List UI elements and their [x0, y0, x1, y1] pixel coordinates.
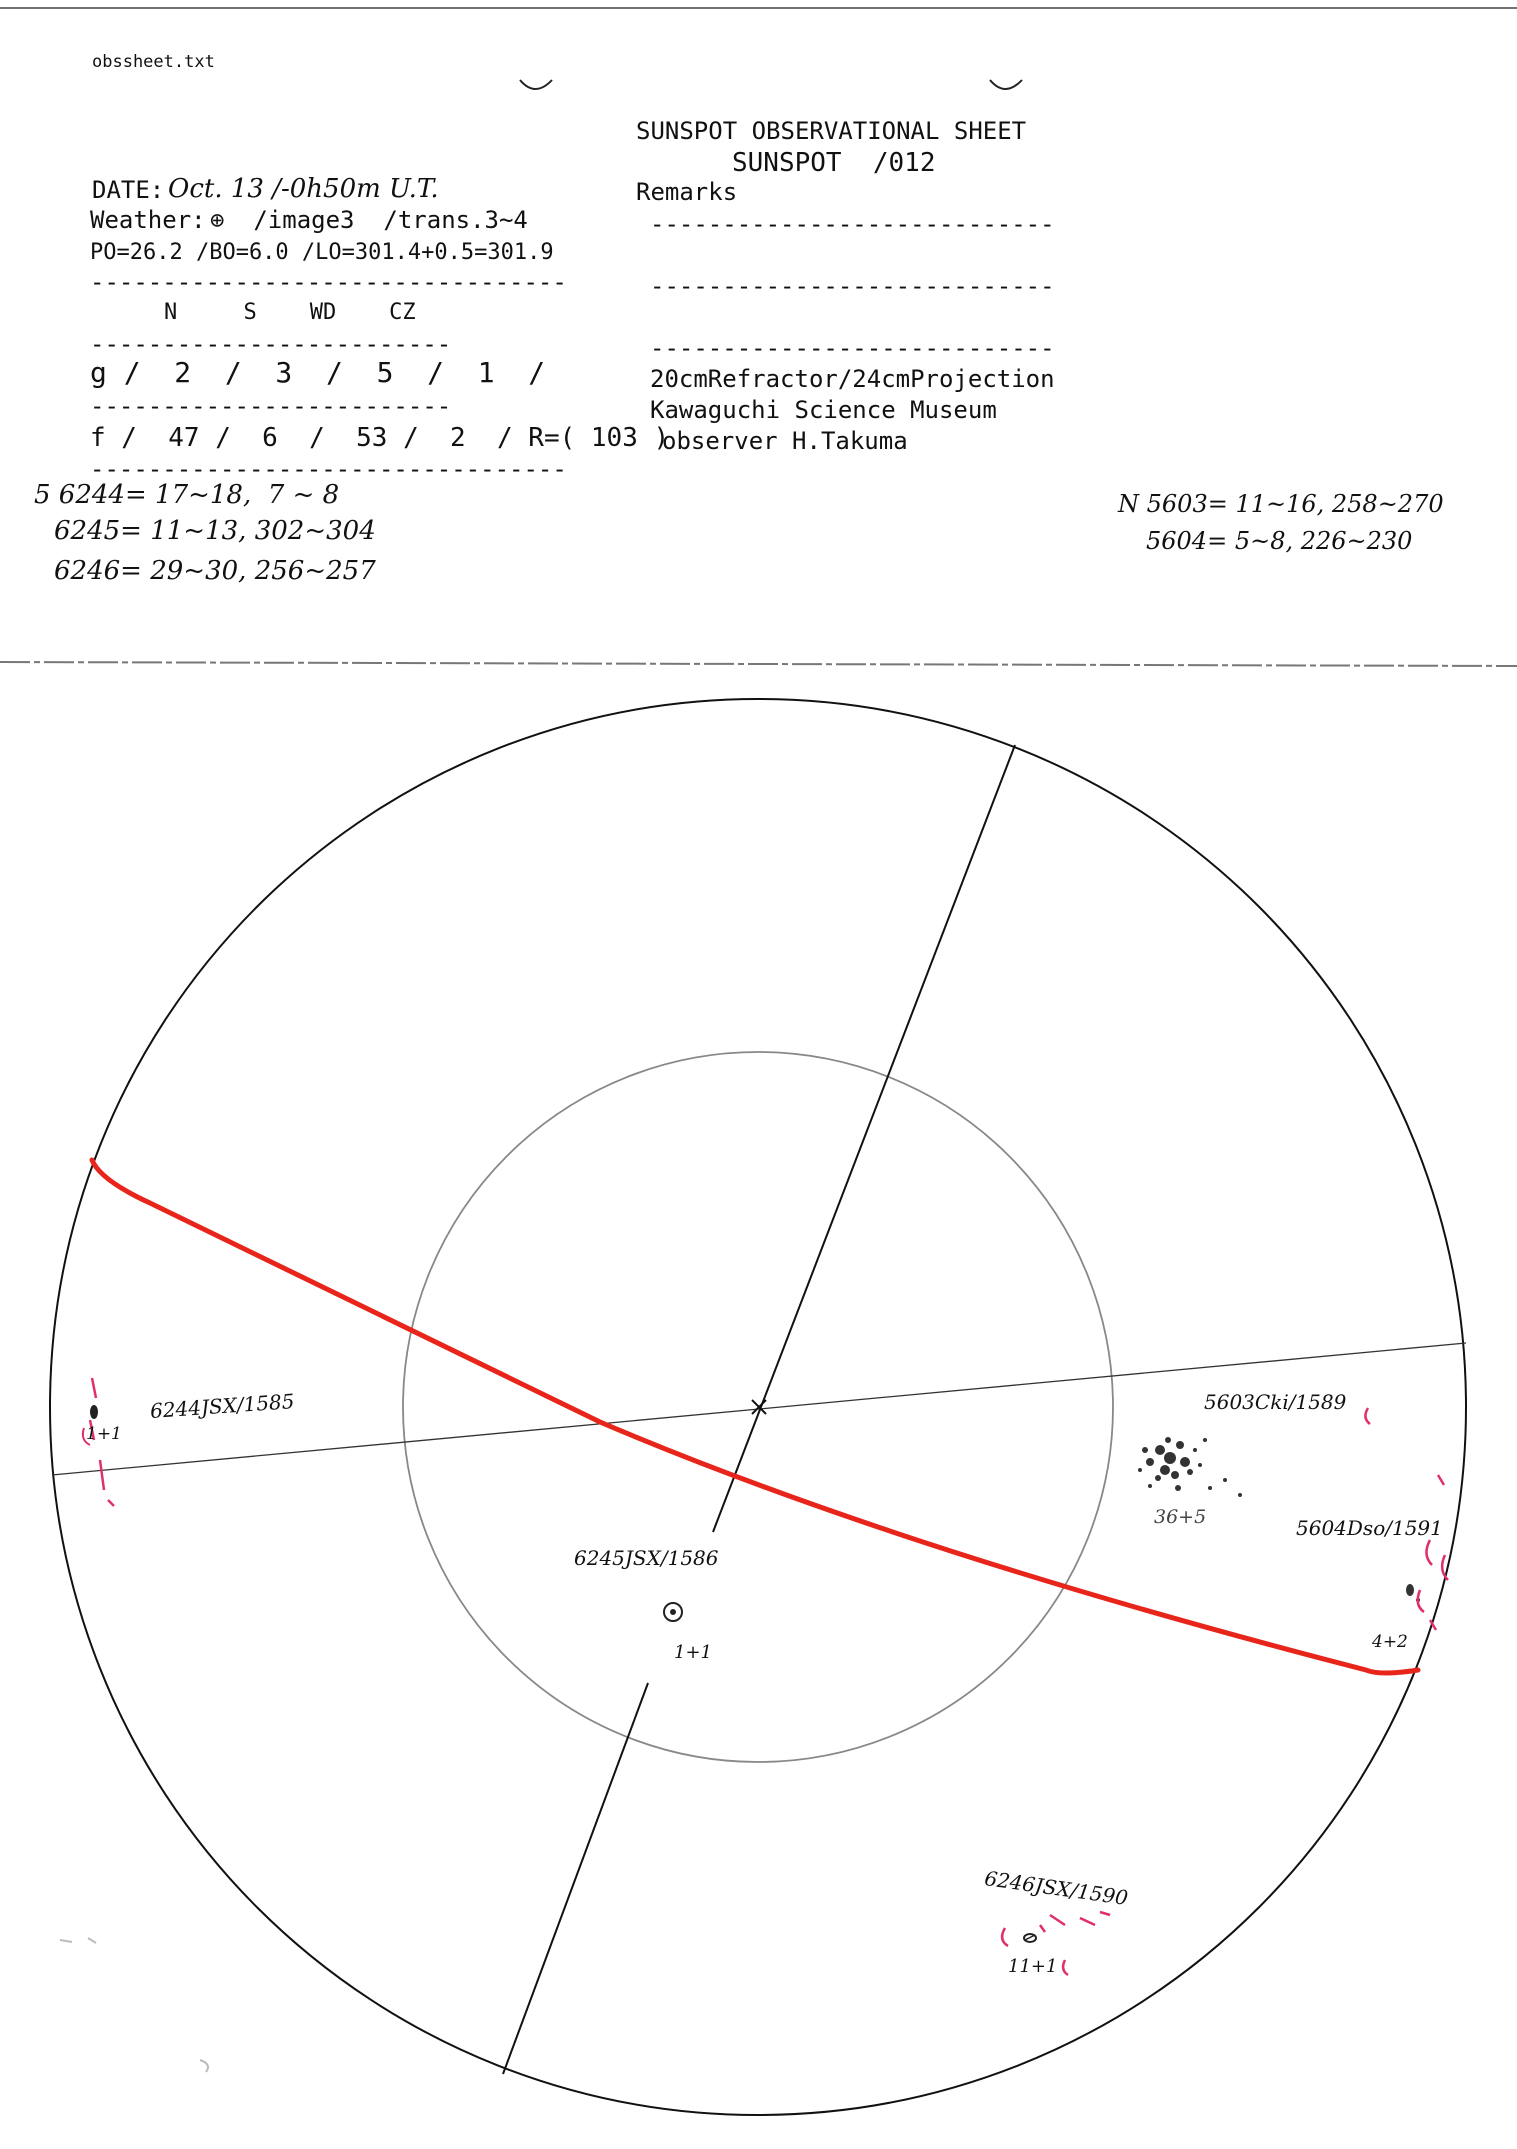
count-5603: 36+5 — [1154, 1506, 1207, 1528]
count-6246: 11+1 — [1008, 1956, 1058, 1977]
label-5603: 5603Cki/1589 — [1204, 1390, 1347, 1414]
count-6245: 1+1 — [674, 1642, 712, 1663]
observation-params: PO=26.2 /BO=6.0 /LO=301.4+0.5=301.9 — [90, 240, 554, 265]
weather-value: ⊕ /image3 /trans.3~4 — [210, 206, 528, 234]
label-5604: 5604Dso/1591 — [1296, 1516, 1443, 1540]
divider-4: --------------------------------- — [90, 455, 567, 483]
divider-2: ------------------------- — [90, 330, 452, 358]
label-6246: 6246JSX/1590 — [983, 1866, 1130, 1910]
group-count-row: g / 2 / 3 / 5 / 1 / — [90, 356, 546, 389]
sheet-title: SUNSPOT OBSERVATIONAL SHEET — [636, 117, 1027, 145]
file-name: obssheet.txt — [92, 52, 215, 72]
fold-line — [0, 662, 1517, 666]
ns-axis-upper — [713, 745, 1015, 1532]
count-5604: 4+2 — [1372, 1632, 1408, 1652]
date-label: DATE: — [92, 176, 165, 204]
spot-5603-sketch — [1138, 1437, 1242, 1497]
punch-mark-left — [520, 80, 552, 89]
date-value: Oct. 13 /-0h50m U.T. — [168, 174, 439, 204]
count-column-headers: N S WD CZ — [164, 300, 416, 325]
punch-mark-right — [990, 80, 1022, 89]
spot-count-row: f / 47 / 6 / 53 / 2 / R=( 103 ) — [90, 423, 670, 453]
telescope-info: 20cmRefractor/24cmProjection — [650, 365, 1055, 393]
count-6244: 1+1 — [86, 1424, 122, 1444]
remarks-line-1: ---------------------------- — [650, 210, 1055, 238]
spot-5604-sketch — [1406, 1475, 1448, 1630]
observer-name: observer H.Takuma — [662, 427, 908, 455]
museum-name: Kawaguchi Science Museum — [650, 396, 997, 424]
remarks-label: Remarks — [636, 178, 738, 206]
remarks-line-2: ---------------------------- — [650, 272, 1055, 300]
note-6246: 6246= 29~30, 256~257 — [54, 556, 376, 586]
ns-axis-lower — [503, 1683, 648, 2074]
label-6245: 6245JSX/1586 — [574, 1546, 719, 1570]
spot-5603-pink-mark — [1365, 1408, 1370, 1424]
weather-label: Weather: — [90, 206, 206, 234]
note-5603: N 5603= 11~16, 258~270 — [1118, 490, 1444, 518]
remarks-line-3: ---------------------------- — [650, 334, 1055, 362]
note-6244: 5 6244= 17~18, 7 ~ 8 — [34, 480, 340, 510]
note-5604: 5604= 5~8, 226~230 — [1146, 527, 1413, 555]
divider-3: ------------------------- — [90, 392, 452, 420]
note-6245: 6245= 11~13, 302~304 — [54, 516, 376, 546]
faint-mark-2 — [200, 2060, 208, 2072]
equator-curve — [92, 1160, 1418, 1673]
divider-1: --------------------------------- — [90, 268, 567, 296]
label-6244: 6244JSX/1585 — [149, 1388, 296, 1424]
faint-mark — [60, 1938, 96, 1943]
spot-6245-sketch — [664, 1603, 682, 1621]
sheet-subtitle: SUNSPOT /012 — [732, 148, 936, 178]
